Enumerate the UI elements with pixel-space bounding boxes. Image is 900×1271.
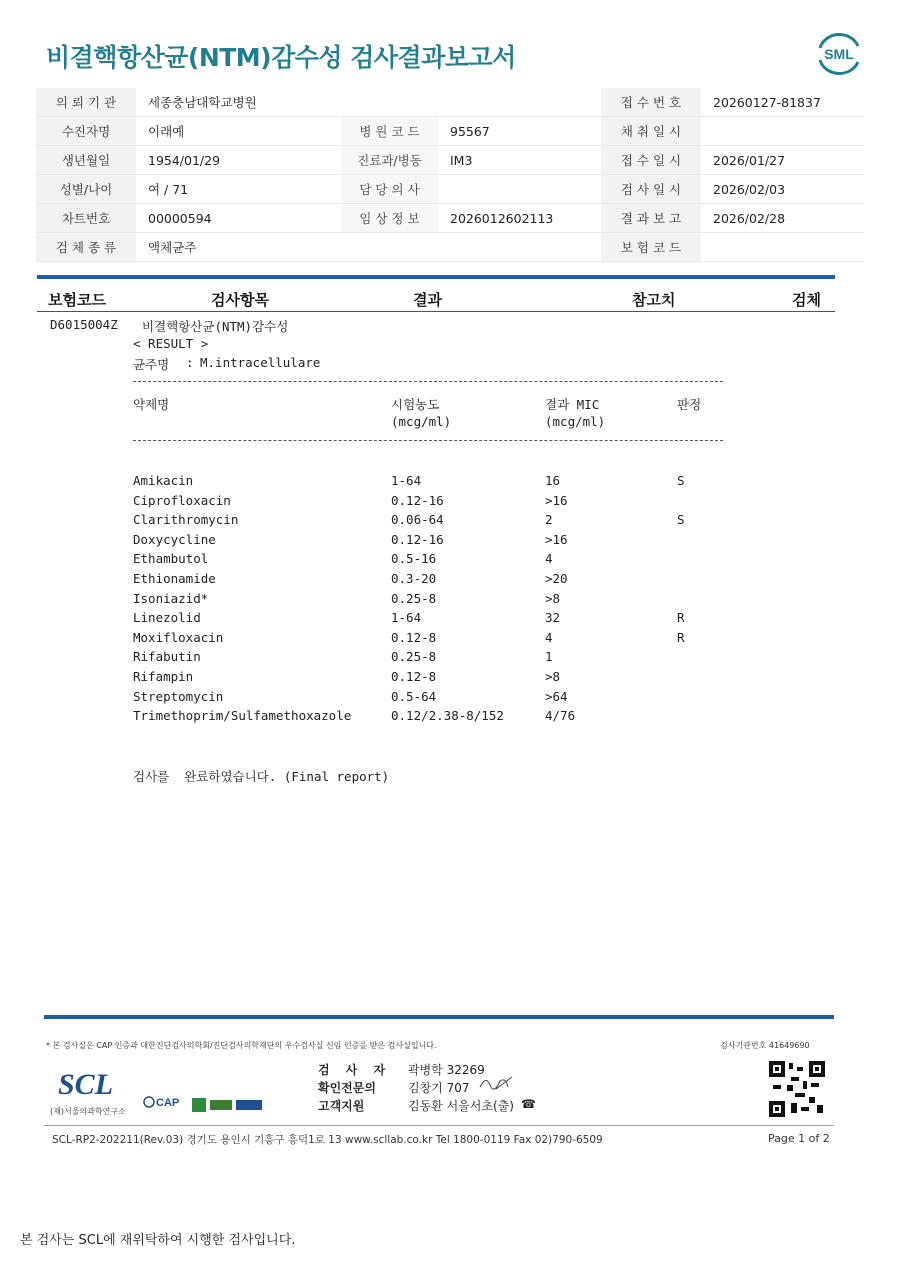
footer-divider — [44, 1125, 834, 1126]
drug-range: 0.12-8 — [391, 669, 437, 684]
drug-mic: 2 — [545, 512, 553, 528]
specimen-value: 액체균주 — [136, 233, 601, 262]
drug-range: 0.12-16 — [391, 492, 444, 508]
qr-code-icon — [769, 1061, 825, 1117]
collection-date-value — [701, 117, 864, 146]
patient-value: 이래예 — [136, 117, 341, 146]
drug-range: 0.12/2.38-8/152 — [391, 708, 504, 724]
phone-icon: ☎ — [521, 1097, 536, 1111]
drug-range: 0.5-16 — [391, 551, 437, 567]
drug-mic: 1 — [545, 649, 553, 665]
result-code: D6015004Z — [50, 317, 118, 332]
sml-logo-text: SML — [824, 46, 854, 62]
header-drug: 약제명 — [133, 397, 170, 412]
drug-mic: 16 — [545, 473, 561, 488]
header-rule — [37, 311, 835, 312]
sex-age-value: 여 / 71 — [136, 175, 341, 204]
drug-mic: >16 — [545, 492, 568, 508]
footer-rule — [44, 1015, 834, 1019]
final-note: 검사를 완료하였습니다. (Final report) — [133, 769, 390, 784]
confirm-value: 김창기 707 — [408, 1081, 470, 1095]
header-mic: 결과 MIC — [545, 397, 600, 412]
test-date-value: 2026/02/03 — [701, 175, 864, 204]
drug-mic: >8 — [545, 590, 561, 606]
institution-label: 의 뢰 기 관 — [36, 88, 136, 117]
clinical-label: 임 상 정 보 — [341, 204, 438, 233]
drug-mic: 4 — [545, 551, 553, 567]
drug-name: Linezolid — [133, 610, 201, 626]
drug-range: 0.5-64 — [391, 688, 437, 704]
signature-icon — [478, 1073, 514, 1093]
dept-value: IM3 — [438, 146, 601, 175]
institution-value: 세종충남대학교병원 — [136, 88, 601, 117]
col-insurance-code: 보험코드 — [48, 291, 106, 309]
drug-interpretation: R — [677, 629, 685, 645]
receipt-no-value: 20260127-81837 — [701, 88, 864, 117]
drug-name: Ethionamide — [133, 571, 216, 586]
drug-interpretation: S — [677, 473, 685, 488]
dept-label: 진료과/병동 — [341, 146, 438, 175]
drug-range: 0.25-8 — [391, 649, 437, 665]
header-range-unit: (mcg/ml) — [391, 414, 452, 429]
tester-value: 곽병학 32269 — [408, 1063, 485, 1077]
patient-label: 수진자명 — [36, 117, 136, 146]
result-tag: < RESULT > — [133, 336, 209, 351]
organism-name: M.intracellulare — [200, 355, 321, 370]
chart-no-label: 차트번호 — [36, 204, 136, 233]
scl-name: (재)서울의과학연구소 — [50, 1107, 126, 1116]
sml-logo — [814, 30, 864, 76]
cap-badge — [143, 1094, 187, 1112]
bottom-note: 본 검사는 SCL에 재위탁하여 시행한 검사입니다. — [20, 1233, 296, 1248]
tester-label: 검 사 자 — [318, 1063, 392, 1077]
col-test-item: 검사항목 — [211, 291, 269, 309]
dob-label: 생년월일 — [36, 146, 136, 175]
drug-mic: 4/76 — [545, 708, 576, 724]
report-title: 비결핵항산균(NTM)감수성 검사결과보고서 — [46, 43, 516, 72]
hospital-code-label: 병 원 코 드 — [341, 117, 438, 146]
test-date-label: 검 사 일 시 — [601, 175, 701, 204]
drug-mic: >8 — [545, 669, 561, 684]
support-value: 김동환 서울서초(출) — [408, 1099, 514, 1113]
clinical-value: 2026012602113 — [438, 204, 601, 233]
drug-mic: 32 — [545, 610, 561, 626]
receipt-date-label: 접 수 일 시 — [601, 146, 701, 175]
insurance-value — [701, 233, 864, 262]
col-reference: 참고치 — [632, 291, 676, 309]
drug-name: Clarithromycin — [133, 512, 239, 528]
col-result: 결과 — [413, 291, 442, 309]
confirm-label: 확인전문의 — [318, 1081, 376, 1095]
drug-range: 1-64 — [391, 610, 422, 626]
organism-separator: : — [186, 355, 194, 370]
cap-icon — [143, 1094, 187, 1112]
report-date-label: 결 과 보 고 — [601, 204, 701, 233]
col-specimen: 검체 — [792, 291, 821, 309]
header-interpretation: 판정 — [677, 397, 702, 412]
drug-name: Rifabutin — [133, 649, 201, 665]
report-date-value: 2026/02/28 — [701, 204, 864, 233]
receipt-date-value: 2026/01/27 — [701, 146, 864, 175]
result-test-name: 비결핵항산균(NTM)감수성 — [142, 319, 289, 334]
drug-mic: >64 — [545, 688, 568, 704]
dash-divider — [133, 381, 723, 382]
drug-name: Rifampin — [133, 669, 194, 684]
drug-range: 0.12-16 — [391, 531, 444, 547]
drug-range: 0.25-8 — [391, 590, 437, 606]
header-mic-unit: (mcg/ml) — [545, 414, 606, 429]
dash-divider — [133, 440, 723, 441]
organism-label: 균주명 — [133, 357, 170, 372]
drug-name: Trimethoprim/Sulfamethoxazole — [133, 708, 352, 724]
certification-logos-icon — [190, 1094, 266, 1114]
lab-number: 검사기관번호 41649690 — [720, 1041, 810, 1050]
drug-range: 1-64 — [391, 473, 422, 488]
collection-date-label: 채 취 일 시 — [601, 117, 701, 146]
sex-age-label: 성별/나이 — [36, 175, 136, 204]
section-rule — [37, 275, 835, 279]
header-range: 시험농도 — [391, 397, 440, 412]
specimen-label: 검 체 종 류 — [36, 233, 136, 262]
doctor-value — [438, 175, 601, 204]
patient-info-table — [36, 88, 864, 262]
drug-mic: >20 — [545, 571, 568, 586]
drug-name: Streptomycin — [133, 688, 224, 704]
receipt-no-label: 접 수 번 호 — [601, 88, 701, 117]
drug-name: Moxifloxacin — [133, 629, 224, 645]
doctor-label: 담 당 의 사 — [341, 175, 438, 204]
drug-name: Doxycycline — [133, 531, 216, 547]
drug-name: Ciprofloxacin — [133, 492, 231, 508]
drug-name: Ethambutol — [133, 551, 209, 567]
drug-name: Amikacin — [133, 473, 194, 488]
drug-range: 0.12-8 — [391, 629, 437, 645]
insurance-label: 보 험 코 드 — [601, 233, 701, 262]
drug-range: 0.3-20 — [391, 571, 437, 586]
support-label: 고객지원 — [318, 1099, 365, 1113]
tester-row — [318, 1061, 391, 1078]
drug-name: Isoniazid* — [133, 590, 209, 606]
drug-range: 0.06-64 — [391, 512, 444, 528]
scl-logo: SCL — [58, 1068, 114, 1101]
drug-interpretation: S — [677, 512, 685, 528]
hospital-code-value: 95567 — [438, 117, 601, 146]
dob-value: 1954/01/29 — [136, 146, 341, 175]
accreditation-note: * 본 검사실은 CAP 인증과 대한진단검사의학회/진단검사의학재단의 우수검사실 신임 인증을 받은 검사실입니다. — [46, 1041, 437, 1050]
drug-mic: >16 — [545, 531, 568, 547]
drug-interpretation: R — [677, 610, 685, 626]
cap-logo-text: CAP — [156, 1097, 180, 1109]
form-info: SCL-RP2-202211(Rev.03) 경기도 용인시 기흥구 흥덕1로 13 www.scllab.co.kr Tel 1800-0119 Fax 02)790-6509 — [52, 1134, 603, 1146]
drug-mic: 4 — [545, 629, 553, 645]
page-number: Page 1 of 2 — [768, 1132, 830, 1145]
chart-no-value: 00000594 — [136, 204, 341, 233]
